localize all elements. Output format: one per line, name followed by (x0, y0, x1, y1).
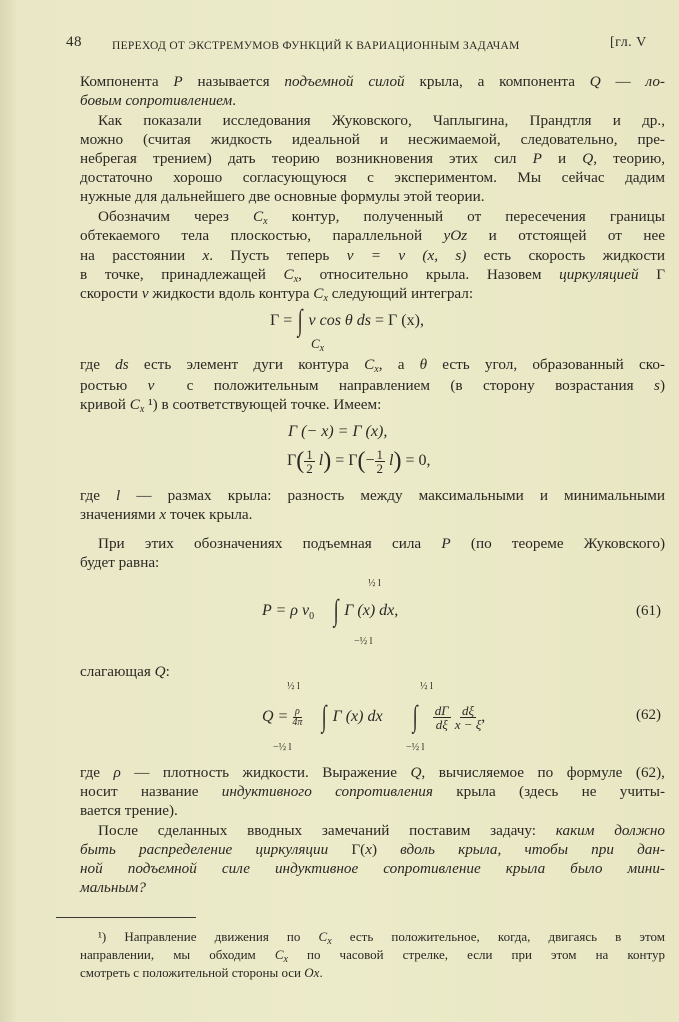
equation-62: Q = $\frac{\rho}{4\pi}$ ∫ Γ (x) dx ∫ $\frac{d\Gamma}{d\xi}$ $\frac{d\xi}{x - \xi}$ , (262, 700, 486, 734)
footnote-line (80, 947, 665, 963)
text-segment: — (600, 73, 646, 90)
equation-boundary: Γ( $\frac{1}{2}$ l) = Γ(− $\frac{1}{2}$ l) = 0, (287, 447, 431, 476)
text-segment: индуктивного сопротивления (221, 783, 433, 800)
text-segment: — размах крыла: разность между максимальными и минимальными (120, 487, 665, 504)
text-line (80, 396, 665, 414)
text-line (80, 879, 665, 897)
text-line (98, 535, 665, 553)
chapter-label: [гл. V (610, 35, 647, 50)
text-line (98, 112, 665, 130)
text-line (80, 131, 665, 149)
text-segment: x (365, 841, 372, 858)
text-line (98, 208, 665, 226)
upper-limit: ½ l (368, 578, 381, 589)
equation-number: (61) (636, 603, 661, 619)
text-segment: v = v (x, s) (346, 247, 467, 264)
text-segment: есть элемент дуги контура (128, 356, 365, 373)
text-segment: ло- (645, 73, 665, 90)
equation-61: P = ρ $v_0$ ∫ Γ (x) dx, (262, 594, 399, 627)
text-segment: P (173, 73, 183, 90)
text-segment: ) (659, 377, 665, 394)
page-number: 48 (66, 34, 82, 50)
text-line (80, 73, 665, 91)
text-segment: смотреть с положительной стороны оси (80, 965, 305, 980)
integral-sign: ∫ (297, 304, 303, 337)
text-segment: обтекаемого тела плоскостью, параллельной (80, 227, 444, 244)
text-segment: по часовой стрелке, если при этом на контур (287, 947, 666, 962)
text-segment: есть скорость жидкости (466, 247, 666, 264)
text-segment: x (293, 274, 299, 285)
text-segment: x (327, 936, 332, 947)
text-segment: C (283, 266, 294, 283)
equation-circulation (270, 304, 424, 337)
text-segment: , вычисляемое по формуле (62), (421, 764, 665, 781)
equation-symmetry: Γ (− x) = Γ (x), (288, 423, 388, 440)
text-segment: жидкости вдоль контура (148, 285, 314, 302)
text-line (80, 266, 665, 284)
text-segment: C (274, 947, 284, 962)
text-segment: x (283, 954, 288, 965)
eq-lhs: Γ = (270, 312, 293, 329)
text-segment: направлении, мы обходим (80, 947, 275, 962)
lower-limit: −½ l (354, 636, 373, 647)
text-segment: Как показали исследования Жуковского, Чаплыгина, Прандтля и др., (98, 112, 665, 129)
upper-limit: ½ l (420, 681, 433, 692)
text-segment: Компонента (80, 73, 174, 90)
text-segment: крыла (здесь не учиты- (432, 783, 666, 800)
text-segment: где (80, 356, 116, 373)
text-segment: мальным? (80, 879, 146, 896)
text-segment: P (532, 150, 542, 167)
text-segment: бовым сопротивлением (80, 92, 233, 109)
text-segment: будет равна: (80, 554, 160, 571)
text-segment: v⃗ (147, 377, 167, 394)
text-segment: в точке, принадлежащей (80, 266, 284, 283)
text-line (80, 802, 665, 820)
text-segment: называется (182, 73, 285, 90)
text-segment: каким должно (555, 822, 665, 839)
text-line (80, 150, 665, 168)
text-segment: с положительным направлением (в сторону возрастания (166, 377, 655, 394)
text-segment: ной подъемной силе индуктивное сопротивление крыла было мини- (80, 860, 665, 877)
text-segment: C (252, 208, 264, 225)
text-segment: ¹) Направление движения по (98, 929, 319, 944)
text-segment: крыла, а компонента (404, 73, 590, 90)
text-segment: есть положительное, когда, двигаясь в этом (331, 929, 665, 944)
text-segment: Q (154, 663, 166, 680)
text-segment: скорости (80, 285, 142, 302)
equation-number: (62) (636, 707, 661, 723)
text-segment: Обозначим через (98, 208, 253, 225)
integral-limit: $C_x$ (311, 336, 325, 354)
eq-integrand: v cos θ ds (308, 312, 372, 329)
footnote-line (80, 965, 665, 981)
text-line (80, 841, 665, 859)
eq-rhs: = Γ (x), (375, 312, 424, 329)
text-line (80, 169, 665, 187)
text-segment: Q (582, 150, 594, 167)
text-segment: x (159, 506, 167, 523)
text-segment: , относительно крыла. Назовем (298, 266, 560, 283)
text-segment: подъемной силой (284, 73, 405, 90)
text-segment: значениями (80, 506, 160, 523)
footnote-rule (56, 917, 196, 918)
text-line (80, 487, 665, 505)
text-segment: C (129, 396, 140, 413)
text-line (98, 822, 665, 840)
text-segment: Q (589, 73, 601, 90)
text-line (80, 506, 665, 524)
text-line (80, 663, 665, 681)
text-segment: точек крыла. (166, 506, 253, 523)
running-title: ПЕРЕХОД ОТ ЭКСТРЕМУМОВ ФУНКЦИЙ К ВАРИАЦИОННЫМ ЗАДАЧАМ (112, 40, 520, 52)
text-segment: ¹) в соответствующей точке. Имеем: (144, 396, 382, 413)
text-segment: , теорию, (593, 150, 666, 167)
text-segment: Γ (638, 266, 666, 283)
text-segment: C (318, 929, 328, 944)
text-segment: слагающая (80, 663, 155, 680)
text-segment: ростью (80, 377, 148, 394)
text-segment: кривой (80, 396, 130, 413)
upper-limit: ½ l (287, 681, 300, 692)
text-segment: x (139, 404, 145, 415)
text-segment: C (364, 356, 375, 373)
text-line (80, 783, 665, 801)
text-segment: yOz (443, 227, 468, 244)
text-segment: P (441, 535, 451, 552)
text-segment: (по теореме Жуковского) (450, 535, 665, 552)
text-segment: можно (считая жидкость идеальной и несжимаемой, следовательно, пре- (80, 131, 665, 148)
text-segment: Ox (304, 965, 320, 980)
text-segment: v (141, 285, 149, 302)
lower-limit: −½ l (273, 742, 292, 753)
text-segment: ) (371, 841, 377, 858)
text-segment: и (541, 150, 583, 167)
text-segment: достаточно хорошо согласующуюся с экспериментом. Мы сейчас дадим (80, 169, 665, 186)
text-line (80, 764, 665, 782)
text-line (80, 377, 665, 395)
text-segment: x (374, 364, 379, 375)
text-segment: При этих обозначениях подъемная сила (98, 535, 442, 552)
text-segment: ds (115, 356, 129, 373)
text-segment: Γ( (351, 841, 366, 858)
text-segment: носит название (80, 783, 222, 800)
text-segment: x (202, 247, 210, 264)
text-segment: вдоль крыла, чтобы при дан- (377, 841, 665, 858)
text-segment: θ (419, 356, 428, 373)
text-line (80, 247, 665, 265)
text-line (80, 860, 665, 878)
text-segment: s (654, 377, 660, 394)
text-segment: следующий интеграл: (327, 285, 474, 302)
text-segment: Q (410, 764, 422, 781)
text-segment: После сделанных вводных замечаний поставим задачу: (98, 822, 556, 839)
text-segment: быть распределение циркуляции (80, 841, 352, 858)
lower-limit: −½ l (406, 742, 425, 753)
text-segment: , а (378, 356, 420, 373)
text-line (80, 227, 665, 245)
text-segment: x (323, 293, 328, 304)
text-segment: — плотность жидкости. Выражение (120, 764, 411, 781)
text-segment: на расстоянии (80, 247, 203, 264)
text-segment: . Пусть теперь (209, 247, 347, 264)
text-segment: . (319, 965, 323, 980)
text-line (80, 356, 665, 374)
text-line (80, 285, 665, 303)
text-line (80, 554, 665, 572)
text-segment: где (80, 764, 114, 781)
text-segment: ρ (113, 764, 121, 781)
text-segment: контур, полученный от пересечения границы (267, 208, 665, 225)
footnote-line (98, 929, 665, 945)
text-segment: циркуляцией (559, 266, 639, 283)
text-segment: где (80, 487, 117, 504)
text-segment: l (116, 487, 121, 504)
text-segment: нужные для дальнейшего две основные формулы этой теории. (80, 188, 485, 205)
text-segment: и отстоящей от нее (467, 227, 666, 244)
text-line (80, 188, 665, 206)
text-segment: вается трение). (80, 802, 178, 819)
text-segment: : (165, 663, 170, 680)
text-segment: небрегая трением) дать теорию возникновения этих сил (80, 150, 533, 167)
text-segment: есть угол, образованный ско- (427, 356, 665, 373)
text-segment: C (313, 285, 324, 302)
text-segment: . (232, 92, 237, 109)
text-segment: x (263, 216, 268, 227)
text-line (80, 92, 665, 110)
